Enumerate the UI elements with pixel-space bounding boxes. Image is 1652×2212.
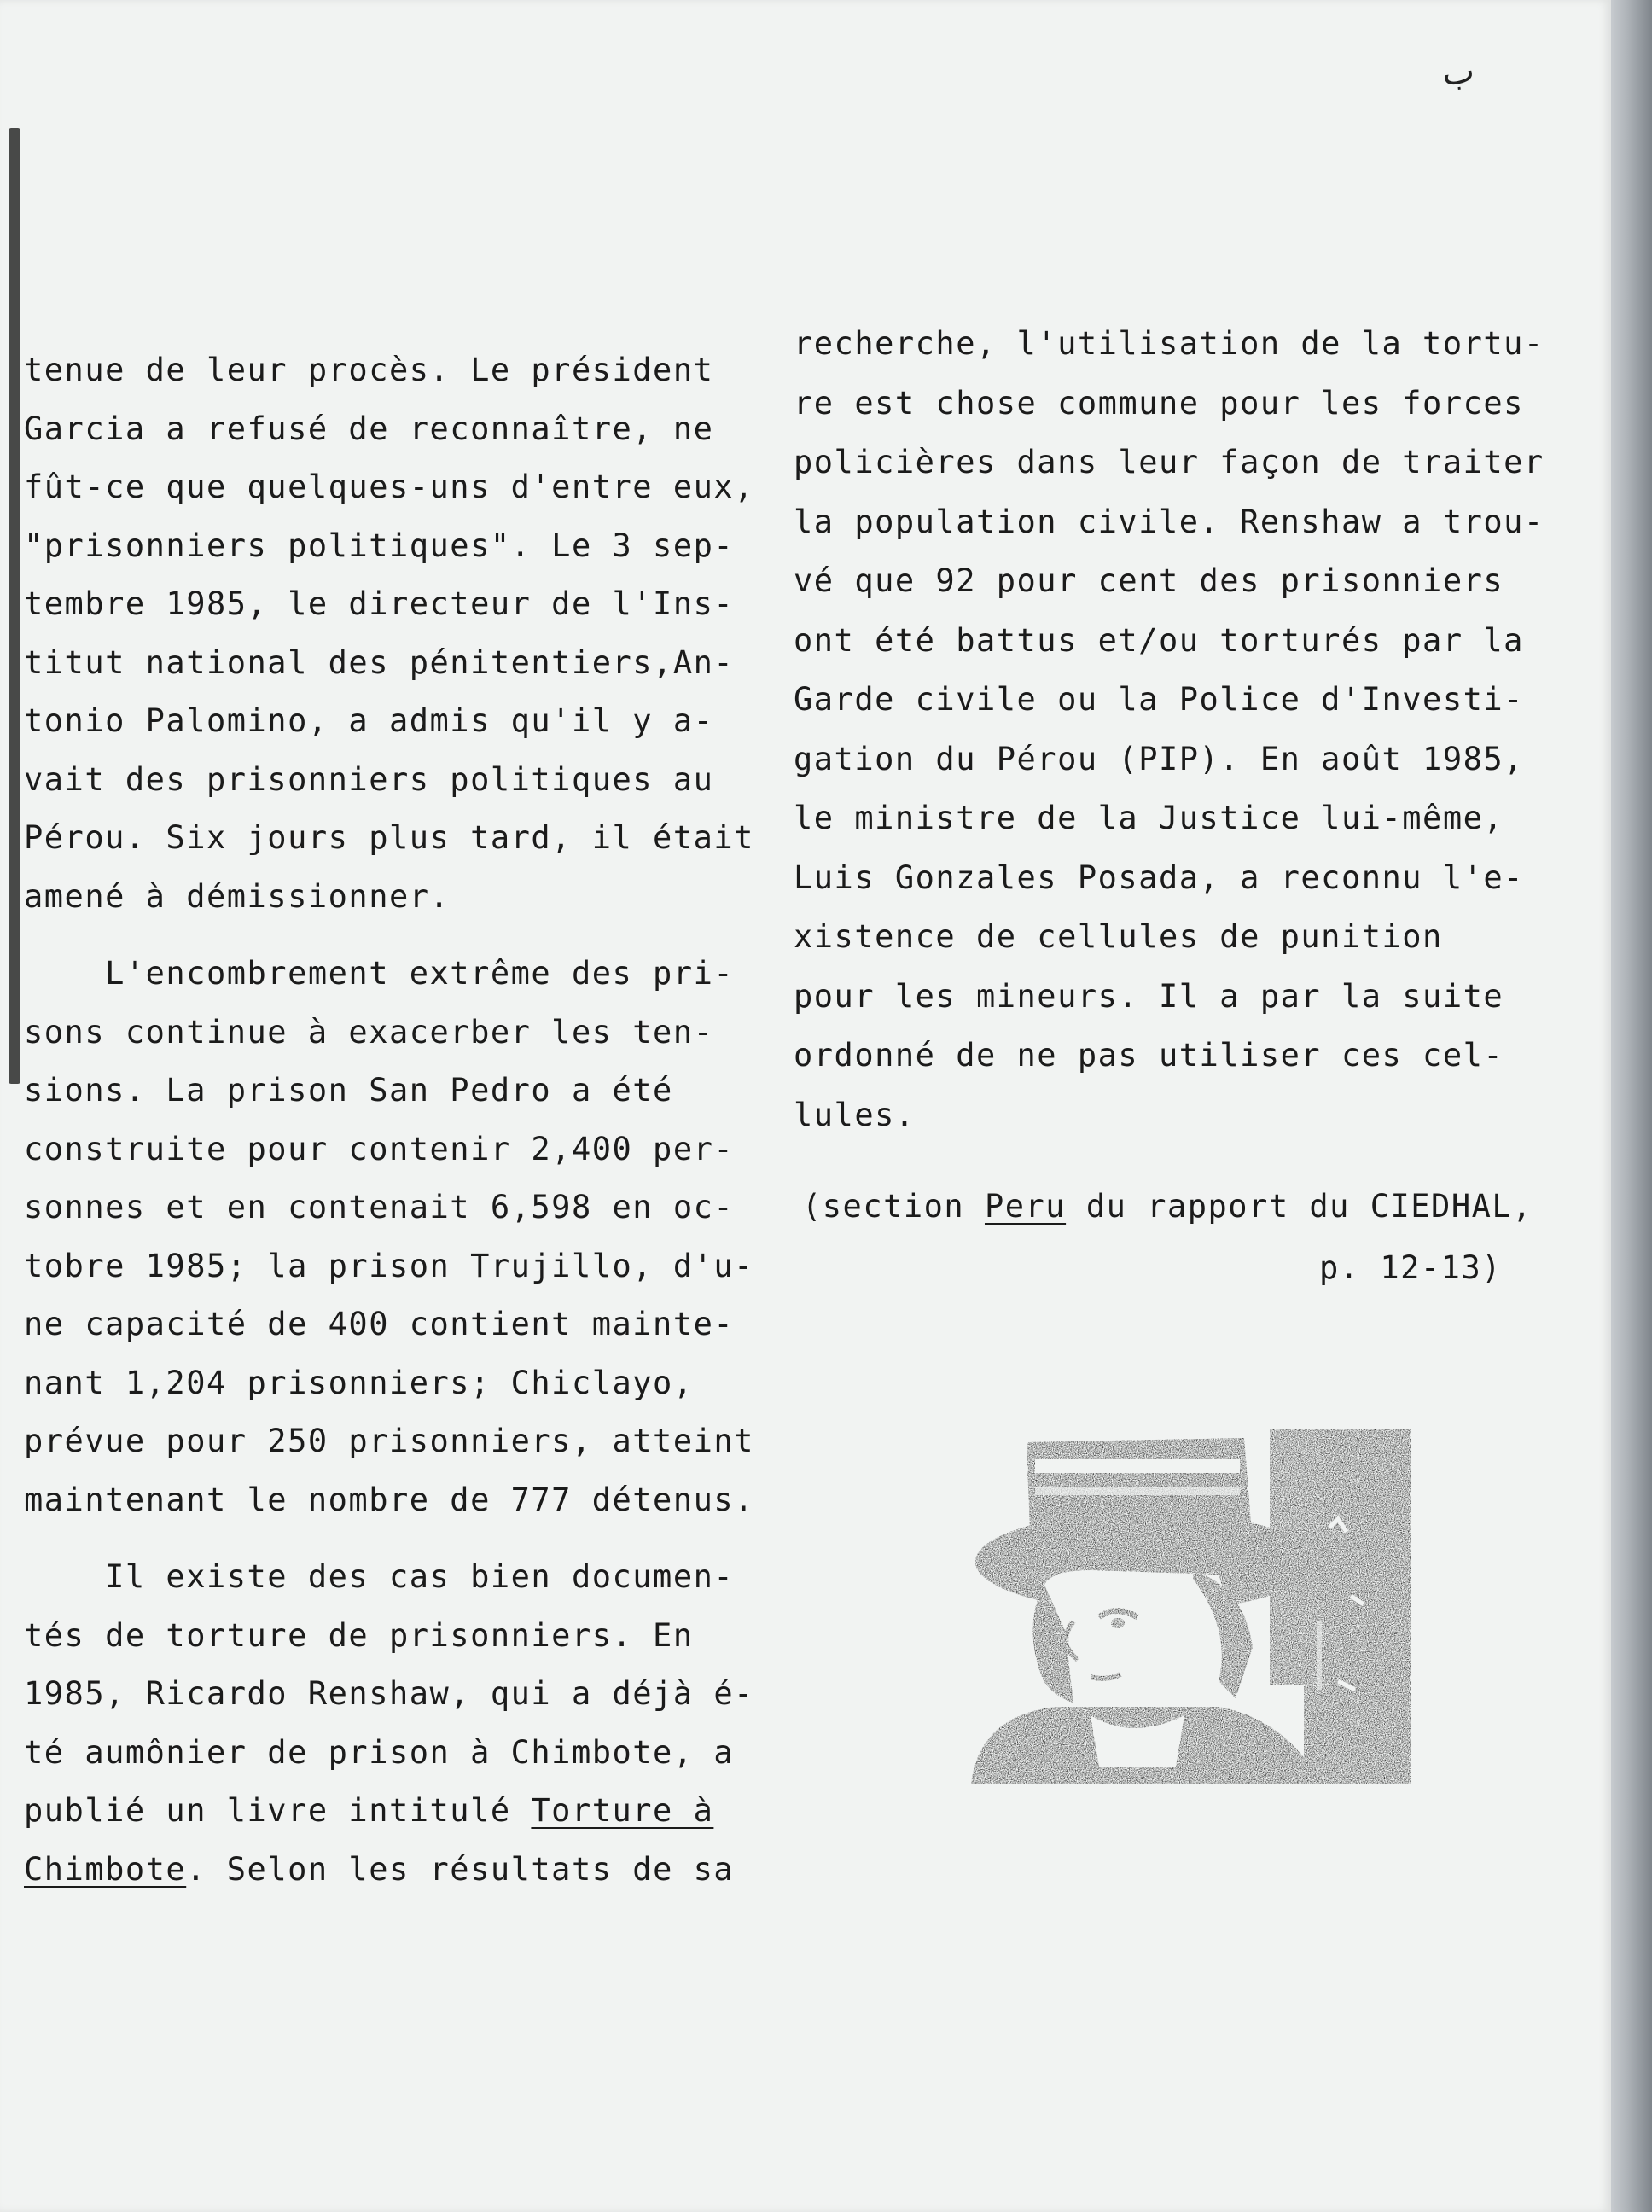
text-line: L'encombrement extrême des pri- xyxy=(24,955,735,992)
book-title-underlined: Chimbote xyxy=(24,1850,187,1888)
source-citation xyxy=(802,1176,1536,1299)
text-fragment: (section xyxy=(802,1188,985,1225)
text-line: re est chose commune pour les forces xyxy=(794,384,1524,422)
text-line: 1985, Ricardo Renshaw, qui a déjà é- xyxy=(24,1675,754,1712)
text-line: sonnes et en contenait 6,598 en oc- xyxy=(24,1189,735,1225)
text-line: Il existe des cas bien documen- xyxy=(24,1558,735,1595)
paragraph-3 xyxy=(24,1548,775,1899)
text-line: xistence de cellules de punition xyxy=(794,918,1443,955)
text-line: Garde civile ou la Police d'Investi- xyxy=(794,681,1524,718)
text-line: ordonné de ne pas utiliser ces cel- xyxy=(794,1037,1504,1074)
text-line: amené à démissionner. xyxy=(24,877,451,915)
text-line: tobre 1985; la prison Trujillo, d'u- xyxy=(24,1247,754,1284)
text-line xyxy=(24,1841,775,1900)
citation-line xyxy=(802,1176,1536,1237)
text-fragment: . Selon les résultats de sa xyxy=(186,1850,735,1888)
text-line: Garcia a refusé de reconnaître, ne xyxy=(24,410,714,447)
woodcut-portrait-image xyxy=(963,1425,1415,1788)
text-fragment: publié un livre intitulé xyxy=(24,1792,532,1829)
paragraph-2 xyxy=(24,945,775,1529)
text-line: vait des prisonniers politiques au xyxy=(24,760,714,798)
text-line: construite pour contenir 2,400 per- xyxy=(24,1130,735,1167)
text-line: té aumônier de prison à Chimbote, a xyxy=(24,1733,735,1771)
text-line: pour les mineurs. Il a par la suite xyxy=(794,977,1504,1015)
text-line: Luis Gonzales Posada, a reconnu l'e- xyxy=(794,859,1524,896)
left-column xyxy=(24,341,775,1899)
text-line: tenue de leur procès. Le président xyxy=(24,352,714,388)
text-line: fût-ce que quelques-uns d'entre eux, xyxy=(24,469,754,505)
text-line: ne capacité de 400 contient mainte- xyxy=(24,1306,735,1342)
text-fragment: du rapport du CIEDHAL, xyxy=(1066,1188,1533,1225)
binding-margin-mark xyxy=(9,128,20,1084)
text-line: gation du Pérou (PIP). En août 1985, xyxy=(794,740,1524,777)
text-line: policières dans leur façon de traiter xyxy=(794,444,1544,480)
text-line: tonio Palomino, a admis qu'il y a- xyxy=(24,702,714,739)
text-line: le ministre de la Justice lui-même, xyxy=(794,800,1504,836)
text-line: tembre 1985, le directeur de l'Ins- xyxy=(24,585,735,622)
text-line: nant 1,204 prisonniers; Chiclayo, xyxy=(24,1364,694,1401)
stacked-pages-edge xyxy=(1611,0,1652,2212)
right-column xyxy=(794,314,1544,1144)
citation-country-underlined: Peru xyxy=(984,1188,1067,1225)
text-line: Pérou. Six jours plus tard, il était xyxy=(24,819,754,856)
text-line: titut national des pénitentiers,An- xyxy=(24,643,735,681)
handwritten-page-mark: ب xyxy=(1439,50,1477,95)
text-line: vé que 92 pour cent des prisonniers xyxy=(794,562,1504,599)
text-line: sons continue à exacerber les ten- xyxy=(24,1013,714,1051)
text-line: tés de torture de prisonniers. En xyxy=(24,1616,694,1654)
text-line: sions. La prison San Pedro a été xyxy=(24,1072,673,1109)
text-line xyxy=(24,1782,775,1841)
text-line: maintenant le nombre de 777 détenus. xyxy=(24,1481,754,1518)
paragraph-1 xyxy=(24,341,775,926)
text-line: "prisonniers politiques". Le 3 sep- xyxy=(24,527,735,564)
citation-pages: p. 12-13) xyxy=(1319,1249,1502,1286)
text-line: prévue pour 250 prisonniers, atteint xyxy=(24,1423,754,1459)
text-line: recherche, l'utilisation de la tortu- xyxy=(794,325,1544,362)
text-line: lules. xyxy=(794,1096,916,1133)
book-title-underlined: Torture à xyxy=(531,1792,714,1829)
text-line: ont été battus et/ou torturés par la xyxy=(794,621,1524,659)
text-line: la population civile. Renshaw a trou- xyxy=(794,503,1544,540)
